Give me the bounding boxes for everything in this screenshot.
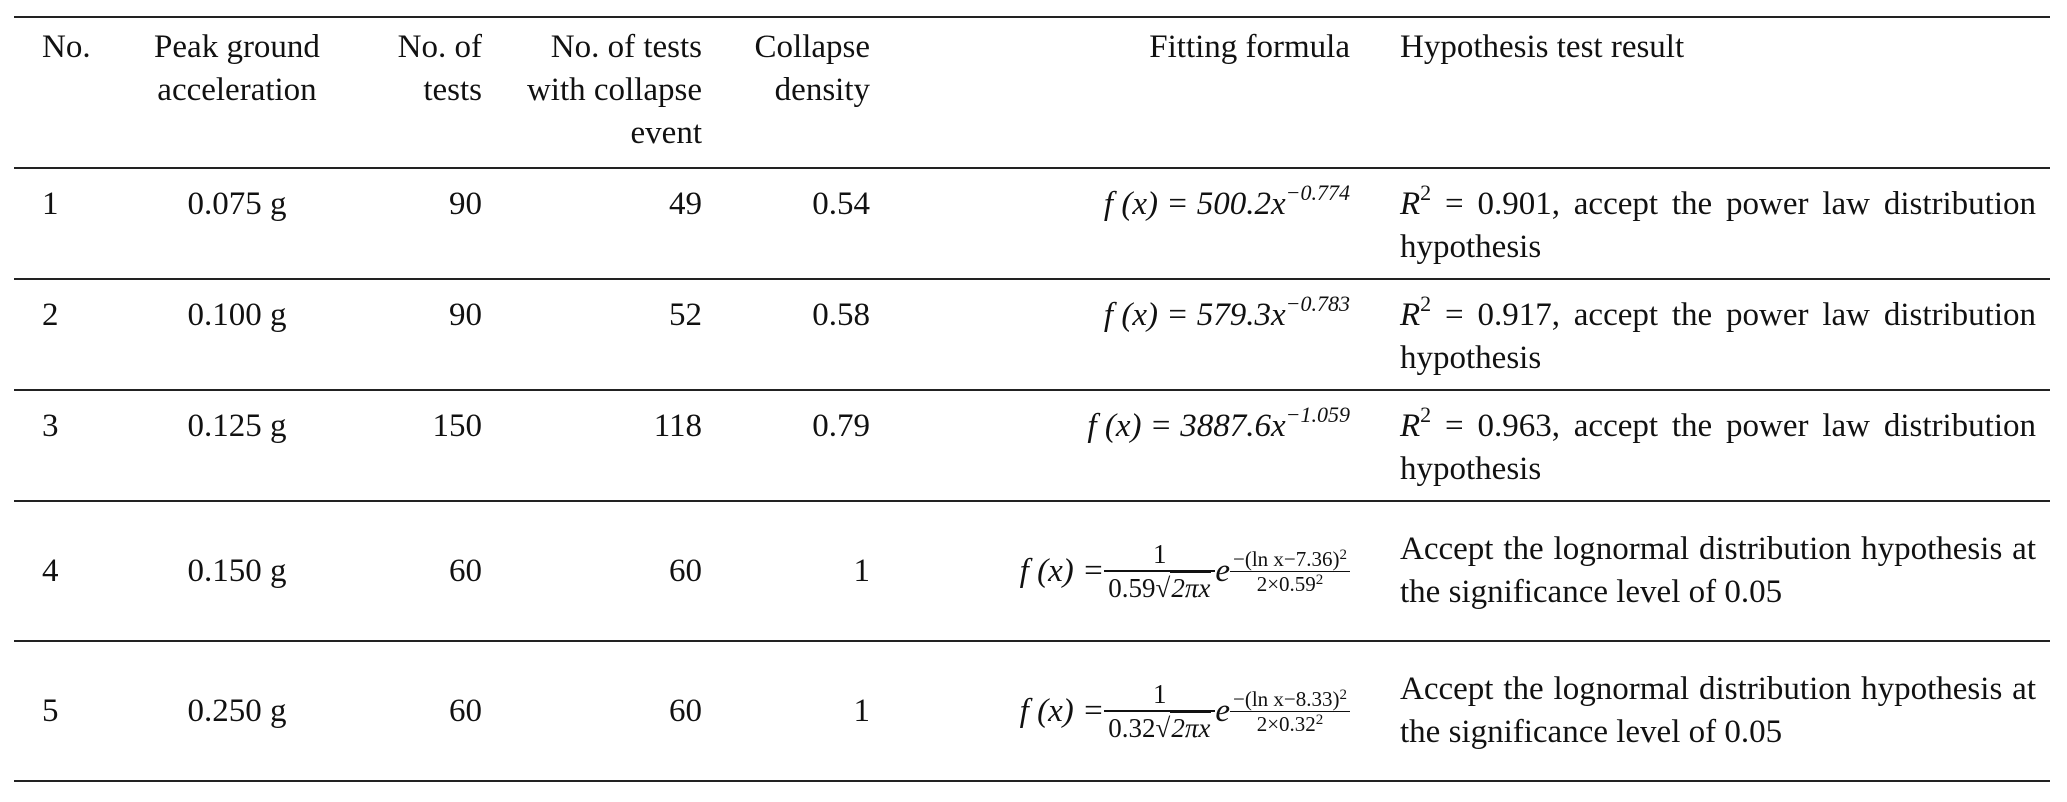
cell-pga: 0.075 g	[187, 186, 287, 222]
cell-density: 1	[853, 552, 870, 589]
table-row	[14, 168, 2050, 279]
cell-tests: 60	[449, 692, 482, 729]
formula-lognormal: f (x) = $\frac{1}{0.32√2\pi x}$ e $\frac{-(\ln x-8.33)^2}{2\times 0.32^2}$	[890, 678, 1350, 744]
table-row	[14, 279, 2050, 390]
results-table	[14, 16, 2050, 782]
cell-density: 0.79	[812, 408, 870, 444]
cell-hypothesis: $R^2 = 0.963$, accept the power law distribution hypothesis	[1400, 402, 2036, 487]
cell-formula	[880, 168, 1360, 279]
cell-formula	[880, 279, 1360, 390]
table-row	[14, 501, 2050, 641]
header-row	[14, 17, 2050, 168]
table-row	[14, 641, 2050, 781]
cell-tests: 90	[449, 186, 482, 222]
table-row	[14, 390, 2050, 501]
cell-no: 1	[42, 186, 59, 222]
cell-hypothesis: $R^2 = 0.901$, accept the power law distribution hypothesis	[1400, 180, 2036, 265]
formula-power-law: f $(x) = 579.3x^{-0.783}$	[1103, 291, 1350, 333]
cell-collapse-tests: 118	[653, 408, 702, 444]
cell-pga: 0.250 g	[187, 692, 287, 729]
header-fitting-formula: Fitting formula	[1149, 29, 1350, 65]
cell-tests: 90	[449, 297, 482, 333]
cell-hypothesis: Accept the lognormal distribution hypothesis at the significance level of 0.05	[1400, 671, 2036, 750]
header-no-of-tests: No. of tests	[397, 29, 482, 108]
cell-density: 1	[853, 692, 870, 729]
cell-formula	[880, 641, 1360, 781]
header-hypothesis-test-result: Hypothesis test result	[1400, 29, 1685, 65]
cell-tests: 150	[432, 408, 482, 444]
cell-no: 2	[42, 297, 59, 333]
cell-hypothesis: $R^2 = 0.917$, accept the power law distribution hypothesis	[1400, 291, 2036, 376]
cell-tests: 60	[449, 552, 482, 589]
cell-collapse-tests: 52	[669, 297, 702, 333]
cell-hypothesis: Accept the lognormal distribution hypothesis at the significance level of 0.05	[1400, 531, 2036, 610]
cell-collapse-tests: 60	[669, 692, 702, 729]
cell-no: 4	[42, 552, 59, 589]
cell-no: 3	[42, 408, 59, 444]
formula-power-law: f $(x) = 500.2x^{-0.774}$	[1103, 180, 1350, 222]
cell-density: 0.58	[812, 297, 870, 333]
header-no-of-tests-with-collapse: No. of tests with collapse event	[526, 29, 702, 151]
formula-lognormal: f (x) = $\frac{1}{0.59√2\pi x}$ e $\frac{-(\ln x-7.36)^2}{2\times 0.59^2}$	[890, 538, 1350, 604]
cell-formula	[880, 501, 1360, 641]
formula-power-law: f $(x) = 3887.6x^{-1.059}$	[1087, 402, 1350, 444]
cell-pga: 0.125 g	[187, 408, 287, 444]
cell-no: 5	[42, 692, 59, 729]
cell-collapse-tests: 49	[669, 186, 702, 222]
header-no: No.	[42, 29, 91, 65]
cell-density: 0.54	[812, 186, 870, 222]
header-peak-ground-acceleration: Peak ground acceleration	[154, 29, 320, 108]
cell-pga: 0.100 g	[187, 297, 287, 333]
cell-formula	[880, 390, 1360, 501]
header-collapse-density: Collapse density	[754, 29, 870, 108]
cell-pga: 0.150 g	[187, 552, 287, 589]
cell-collapse-tests: 60	[669, 552, 702, 589]
